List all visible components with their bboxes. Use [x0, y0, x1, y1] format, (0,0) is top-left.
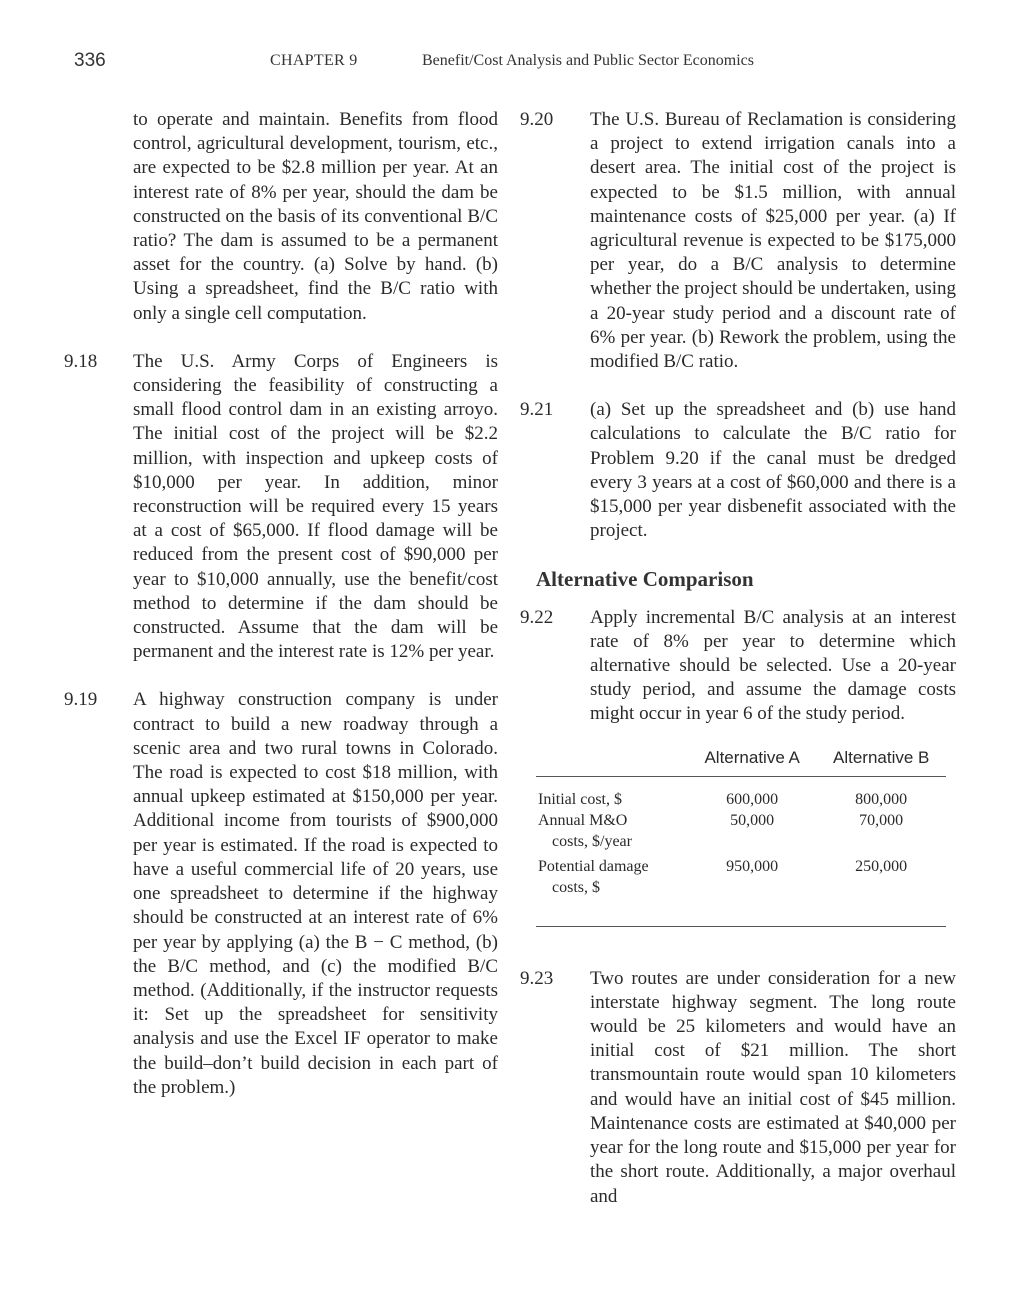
left-column	[64, 108, 498, 1124]
problem-text: The U.S. Army Corps of Engineers is considering the feasibility of constructing a small flood control dam in an existing arroyo. The initial cost of the project will be $2.2 million, with inspection and upkeep costs of $10,000 per year. In addition, minor reconstruction will be required every 15 years at a cost of $65,000. If flood damage will be reduced from the present cost of $90,000 per year to $10,000 annually, use the benefit/cost method to determine if the dam should be constructed. Assume that the dam will be permanent and the interest rate is 12% per year.	[133, 350, 498, 663]
problem-9-22	[520, 606, 956, 727]
row-label: Potential damage costs, $	[536, 852, 688, 927]
row-label: Annual M&O costs, $/year	[538, 811, 632, 850]
problem-9-21	[520, 398, 956, 543]
table-row	[536, 810, 946, 852]
problem-number: 9.20	[520, 109, 554, 130]
problem-number: 9.18	[64, 350, 98, 372]
row-label: Initial cost, $	[538, 790, 622, 808]
page-number: 336	[74, 50, 106, 71]
table-header-cell: Alternative A	[688, 741, 816, 777]
alternatives-table	[536, 741, 946, 927]
table-row	[536, 776, 946, 810]
continued-problem-text: to operate and maintain. Benefits from flood control, agricultural development, tourism, etc., are expected to be $2.8 million per year. At an interest rate of 8% per year, should the dam be constructed on the basis of its conventional B/C ratio? The dam is assumed to be a permanent asset for the country. (a) Solve by hand. (b) Using a spreadsheet, find the B/C ratio with only a single cell computation.	[133, 109, 498, 324]
problem-9-18	[64, 350, 498, 665]
problem-9-20	[520, 108, 956, 374]
chapter-label: CHAPTER 9	[270, 52, 358, 69]
alt-a-value: 600,000	[726, 790, 779, 808]
alt-a-value: 950,000	[688, 852, 816, 927]
table-header-cell: Alternative B	[816, 741, 946, 777]
problem-text: The U.S. Bureau of Reclamation is considering a project to extend irrigation canals into a desert area. The initial cost of the project is expected to be $1.5 million, with annual maintenance costs of $25,000 per year. (a) If agricultural revenue is expected to be $175,000 per year, do a B/C analysis to determine whether the project should be undertaken, using a 20-year study period and a discount rate of 6% per year. (b) Rework the problem, using the modified B/C ratio.	[590, 109, 956, 373]
problem-9-19	[64, 688, 498, 1099]
alt-a-value: 50,000	[730, 811, 775, 829]
table-header-cell	[536, 741, 688, 777]
alt-b-value: 800,000	[855, 790, 908, 808]
problem-number: 9.22	[520, 606, 554, 628]
table-row	[536, 852, 946, 927]
section-heading: Alternative Comparison	[536, 567, 754, 592]
problem-text: A highway construction company is under contract to build a new roadway through a scenic area and two rural towns in Colorado. The road is expected to cost $18 million, with annual upkeep estimated at $150,000 per year. Additional income from tourists of $900,000 per year is estimated. If the road is expected to have a useful commercial life of 20 years, use one spreadsheet to determine if the highway should be constructed at an interest rate of 6% per year by applying (a) the B − C method, (b) the B/C method, and (c) the modified B/C method. (Additionally, if the instructor requests it: Set up the spreadsheet for sensitivity analysis and use the Excel IF operator to make the build–don’t build decision in each part of the problem.)	[133, 689, 498, 1098]
right-column	[520, 108, 956, 1233]
problem-9-23	[520, 967, 956, 1209]
problem-number: 9.23	[520, 967, 554, 989]
problem-number: 9.19	[64, 689, 98, 711]
table-header-row	[536, 741, 946, 777]
problem-text: Apply incremental B/C analysis at an interest rate of 8% per year to determine which alternative should be selected. Use a 20-year study period, and assume the damage costs might occur in year 6 of the study period.	[590, 606, 956, 725]
alt-b-value: 70,000	[859, 811, 904, 829]
running-title: Benefit/Cost Analysis and Public Sector Economics	[422, 52, 754, 69]
problem-text: (a) Set up the spreadsheet and (b) use hand calculations to calculate the B/C ratio for Problem 9.20 if the canal must be dredged every 3 years at a cost of $60,000 and there is a $15,000 per year disbenefit associated with the project.	[590, 399, 956, 542]
alt-b-value: 250,000	[816, 852, 946, 927]
problem-text: Two routes are under consideration for a new interstate highway segment. The long route would be 25 kilometers and would have an initial cost of $21 million. The short transmountain route would span 10 kilometers and would have an initial cost of $45 million. Maintenance costs are estimated at $40,000 per year for the long route and $15,000 per year for the short route. Additionally, a major overhaul and	[590, 967, 956, 1207]
problem-number: 9.21	[520, 399, 554, 421]
